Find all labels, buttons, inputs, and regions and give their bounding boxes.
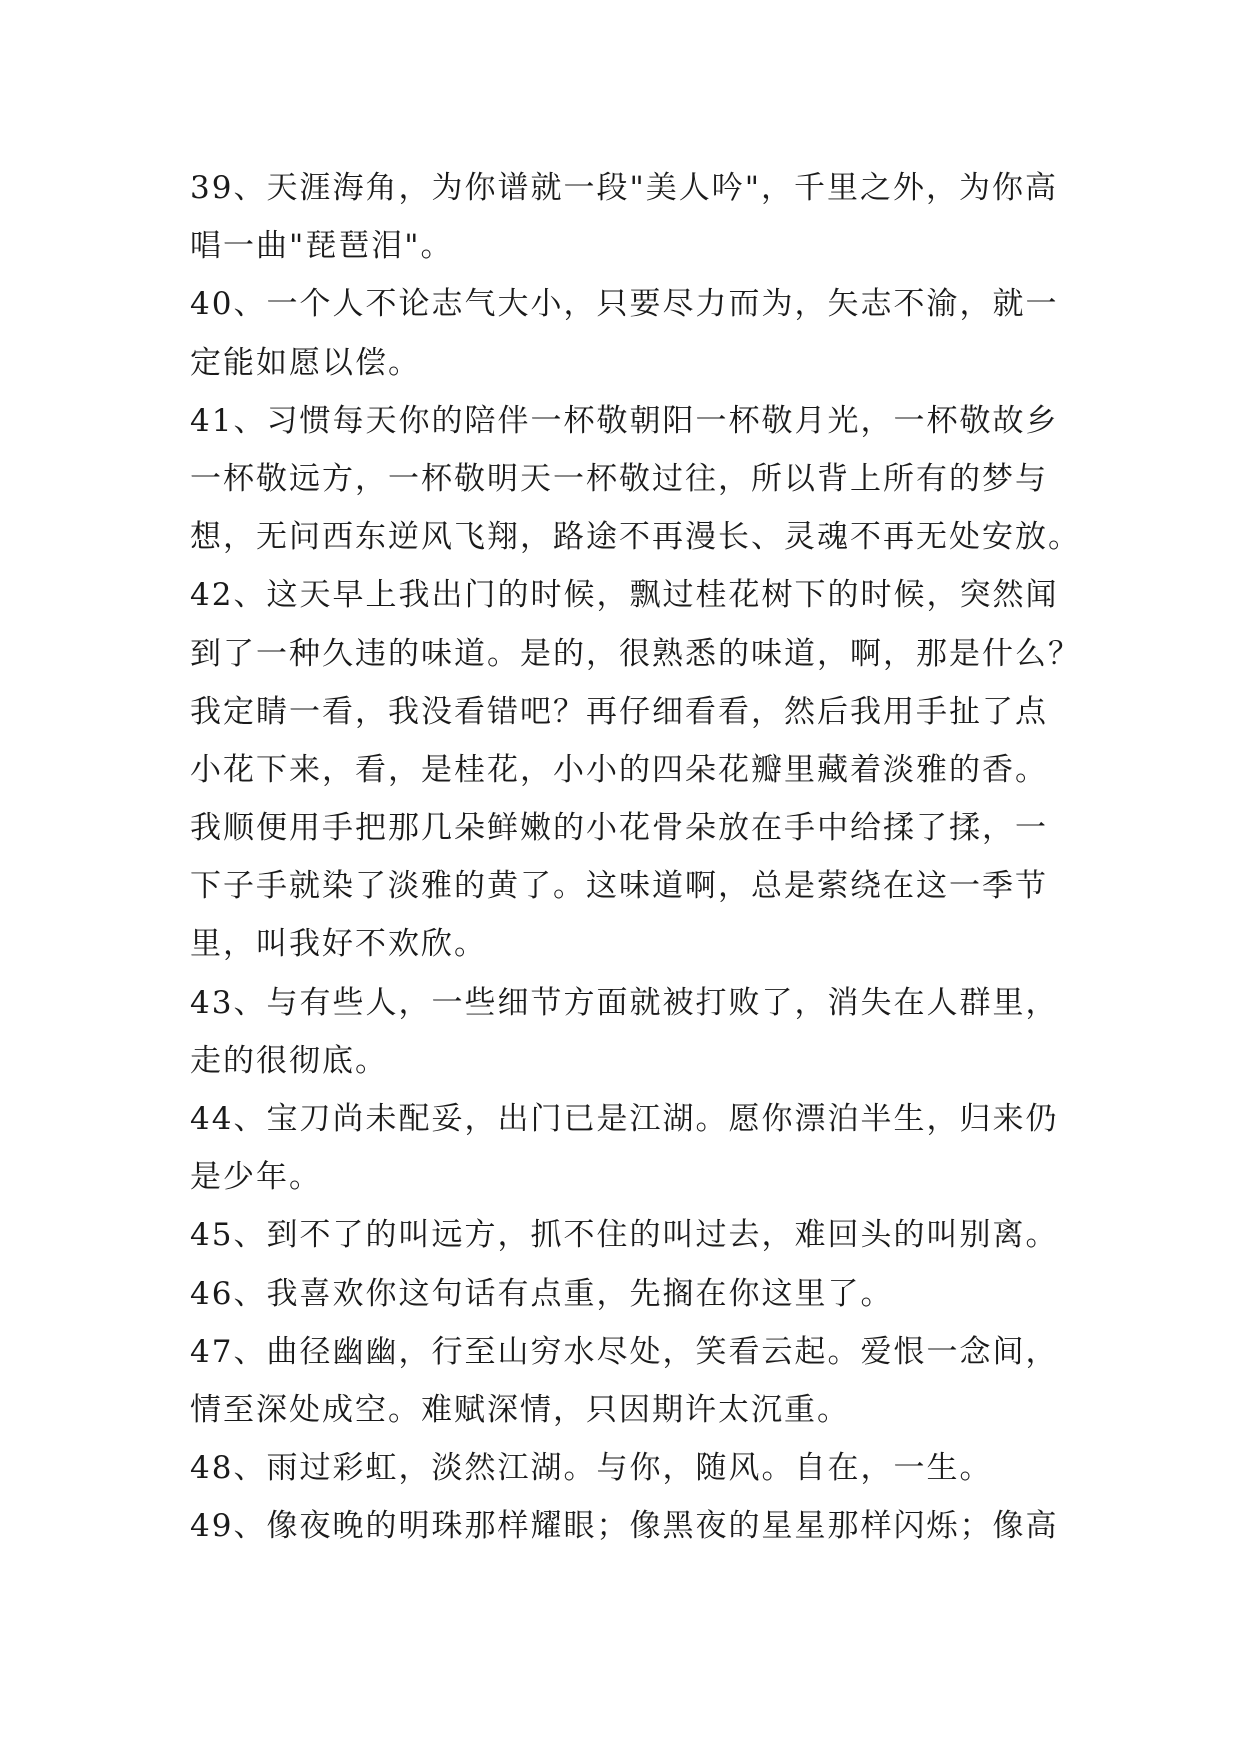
text-line: 到了一种久违的味道。是的，很熟悉的味道，啊，那是什么？ (190, 635, 1081, 672)
text-line: 45、到不了的叫远方，抓不住的叫过去，难回头的叫别离。 (190, 1217, 1059, 1254)
text-line: 里，叫我好不欢欣。 (190, 926, 487, 963)
text-line: 40、一个人不论志气大小，只要尽力而为，矢志不渝，就一 (190, 286, 1059, 323)
text-line: 下子手就染了淡雅的黄了。这味道啊，总是萦绕在这一季节 (190, 868, 1048, 905)
text-line: 42、这天早上我出门的时候，飘过桂花树下的时候，突然闻 (190, 577, 1059, 614)
text-line: 想，无问西东逆风飞翔，路途不再漫长、灵魂不再无处安放。 (190, 519, 1081, 556)
text-line: 43、与有些人，一些细节方面就被打败了，消失在人群里， (190, 984, 1059, 1021)
text-line: 小花下来，看，是桂花，小小的四朵花瓣里藏着淡雅的香。 (190, 751, 1048, 788)
text-line: 是少年。 (190, 1159, 322, 1196)
text-line: 走的很彻底。 (190, 1042, 388, 1079)
text-line: 46、我喜欢你这句话有点重，先搁在你这里了。 (190, 1275, 894, 1312)
text-line: 定能如愿以偿。 (190, 344, 421, 381)
text-line: 48、雨过彩虹，淡然江湖。与你，随风。自在，一生。 (190, 1450, 993, 1487)
document-body (190, 159, 1081, 1556)
text-line: 我定睛一看，我没看错吧？再仔细看看，然后我用手扯了点 (190, 693, 1048, 730)
text-line: 41、习惯每天你的陪伴一杯敬朝阳一杯敬月光，一杯敬故乡 (190, 402, 1059, 439)
text-line: 39、天涯海角，为你谱就一段"美人吟"，千里之外，为你高 (190, 170, 1058, 206)
text-line: 唱一曲"琵琶泪"。 (190, 228, 454, 265)
text-line: 47、曲径幽幽，行至山穷水尽处，笑看云起。爱恨一念间， (190, 1333, 1059, 1370)
text-line: 情至深处成空。难赋深情，只因期许太沉重。 (190, 1391, 850, 1428)
text-line: 49、像夜晚的明珠那样耀眼；像黑夜的星星那样闪烁；像高 (190, 1508, 1059, 1545)
text-line: 我顺便用手把那几朵鲜嫩的小花骨朵放在手中给揉了揉，一 (190, 810, 1048, 847)
text-line: 一杯敬远方，一杯敬明天一杯敬过往，所以背上所有的梦与 (190, 460, 1048, 497)
text-line: 44、宝刀尚未配妥，出门已是江湖。愿你漂泊半生，归来仍 (190, 1101, 1059, 1137)
